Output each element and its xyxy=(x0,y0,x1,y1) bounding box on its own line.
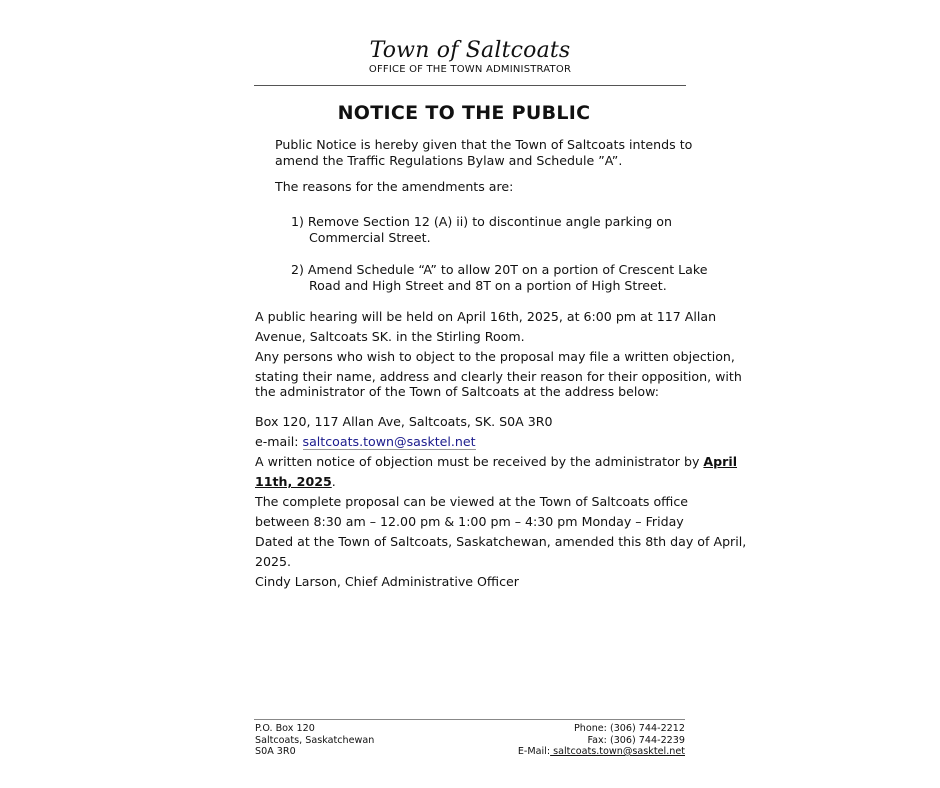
footer-contact xyxy=(518,723,685,758)
deadline-date-part-1: April xyxy=(703,454,738,469)
footer-city: Saltcoats, Saskatchewan xyxy=(255,734,375,746)
deadline-line-2 xyxy=(255,474,336,490)
office-title: OFFICE OF THE TOWN ADMINISTRATOR xyxy=(368,64,572,75)
town-name-script: Town of Saltcoats xyxy=(369,38,571,63)
reason-1-line-2: Commercial Street. xyxy=(309,230,431,245)
dated-line-2: 2025. xyxy=(255,554,292,569)
reason-2-line-2: Road and High Street and 8T on a portion of High Street. xyxy=(309,278,667,293)
footer-phone: Phone: (306) 744-2212 xyxy=(573,723,685,734)
objection-line-1: Any persons who wish to object to the proposal may file a written objection, xyxy=(255,349,735,364)
email-line xyxy=(255,434,476,450)
reason-2-line-1: 2) Amend Schedule “A” to allow 20T on a portion of Crescent Lake xyxy=(291,262,708,277)
deadline-date-part-2: 11th, 2025 xyxy=(255,474,332,489)
reasons-heading: The reasons for the amendments are: xyxy=(275,179,514,194)
email-label: e-mail: xyxy=(255,434,303,449)
deadline-text: A written notice of objection must be received by the administrator by xyxy=(255,454,704,469)
objection-line-3: the administrator of the Town of Saltcoats at the address below: xyxy=(255,384,659,399)
mailing-address: Box 120, 117 Allan Ave, Saltcoats, SK. S0A 3R0 xyxy=(255,414,553,429)
dated-line-1: Dated at the Town of Saltcoats, Saskatchewan, amended this 8th day of April, xyxy=(255,534,747,549)
deadline-period: . xyxy=(331,474,336,489)
footer-po-box: P.O. Box 120 xyxy=(255,723,315,734)
footer-email-link[interactable]: saltcoats.town@sasktel.net xyxy=(550,746,685,757)
letterhead xyxy=(254,38,686,76)
signature: Cindy Larson, Chief Administrative Officer xyxy=(255,574,519,589)
reason-1-line-1: 1) Remove Section 12 (A) ii) to discontinue angle parking on xyxy=(291,214,672,229)
intro-line-2: amend the Traffic Regulations Bylaw and Schedule ”A”. xyxy=(275,153,623,168)
footer-email-label: E-Mail: xyxy=(517,746,551,757)
footer-fax: Fax: (306) 744-2239 xyxy=(587,734,685,746)
hearing-line-2: Avenue, Saltcoats SK. in the Stirling Room. xyxy=(255,329,525,344)
email-link[interactable]: saltcoats.town@sasktel.net xyxy=(302,434,476,449)
viewing-line-1: The complete proposal can be viewed at the Town of Saltcoats office xyxy=(255,494,689,509)
hearing-line-1: A public hearing will be held on April 16th, 2025, at 6:00 pm at 117 Allan xyxy=(255,309,717,324)
notice-title: NOTICE TO THE PUBLIC xyxy=(337,102,591,124)
footer-postal-code: S0A 3R0 xyxy=(255,746,296,757)
footer-address xyxy=(255,723,374,758)
objection-line-2: stating their name, address and clearly their reason for their opposition, with xyxy=(255,369,742,384)
intro-line-1: Public Notice is hereby given that the Town of Saltcoats intends to xyxy=(275,137,693,152)
footer-email-line xyxy=(518,746,685,758)
header-divider xyxy=(254,85,686,86)
footer-divider xyxy=(254,719,685,720)
deadline-line-1 xyxy=(255,454,737,470)
viewing-line-2: between 8:30 am – 12.00 pm & 1:00 pm – 4:30 pm Monday – Friday xyxy=(255,514,684,529)
